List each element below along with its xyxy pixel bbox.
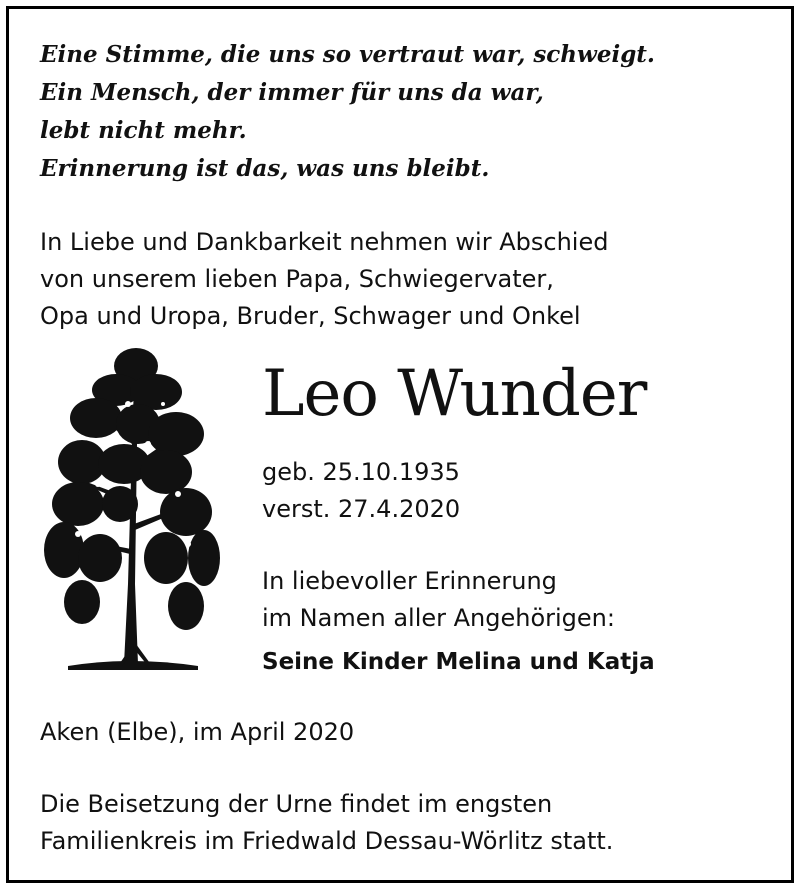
poem-line: Eine Stimme, die uns so vertraut war, schweigt. [40, 41, 655, 68]
birch-tree-icon [38, 344, 224, 674]
intro-text [40, 224, 608, 335]
signers: Seine Kinder Melina und Katja [262, 649, 655, 675]
death-date: verst. 27.4.2020 [262, 495, 461, 523]
burial-line: Familienkreis im Friedwald Dessau-Wörlitz statt. [40, 827, 614, 855]
poem-line: Erinnerung ist das, was uns bleibt. [40, 155, 490, 182]
memory-line: im Namen aller Angehörigen: [262, 604, 615, 632]
poem-line: lebt nicht mehr. [40, 117, 247, 144]
poem-line: Ein Mensch, der immer für uns da war, [40, 79, 544, 106]
intro-line: Opa und Uropa, Bruder, Schwager und Onkel [40, 302, 581, 330]
intro-line: In Liebe und Dankbarkeit nehmen wir Abschied [40, 228, 609, 256]
burial-note [40, 786, 613, 860]
poem [40, 36, 655, 188]
intro-line: von unserem lieben Papa, Schwiegervater, [40, 265, 554, 293]
memory-text [262, 563, 615, 637]
place-date: Aken (Elbe), im April 2020 [40, 718, 355, 746]
memory-line: In liebevoller Erinnerung [262, 567, 557, 595]
deceased-name: Leo Wunder [262, 357, 647, 431]
birth-date: geb. 25.10.1935 [262, 458, 460, 486]
burial-line: Die Beisetzung der Urne findet im engsten [40, 790, 553, 818]
life-dates [262, 454, 460, 528]
